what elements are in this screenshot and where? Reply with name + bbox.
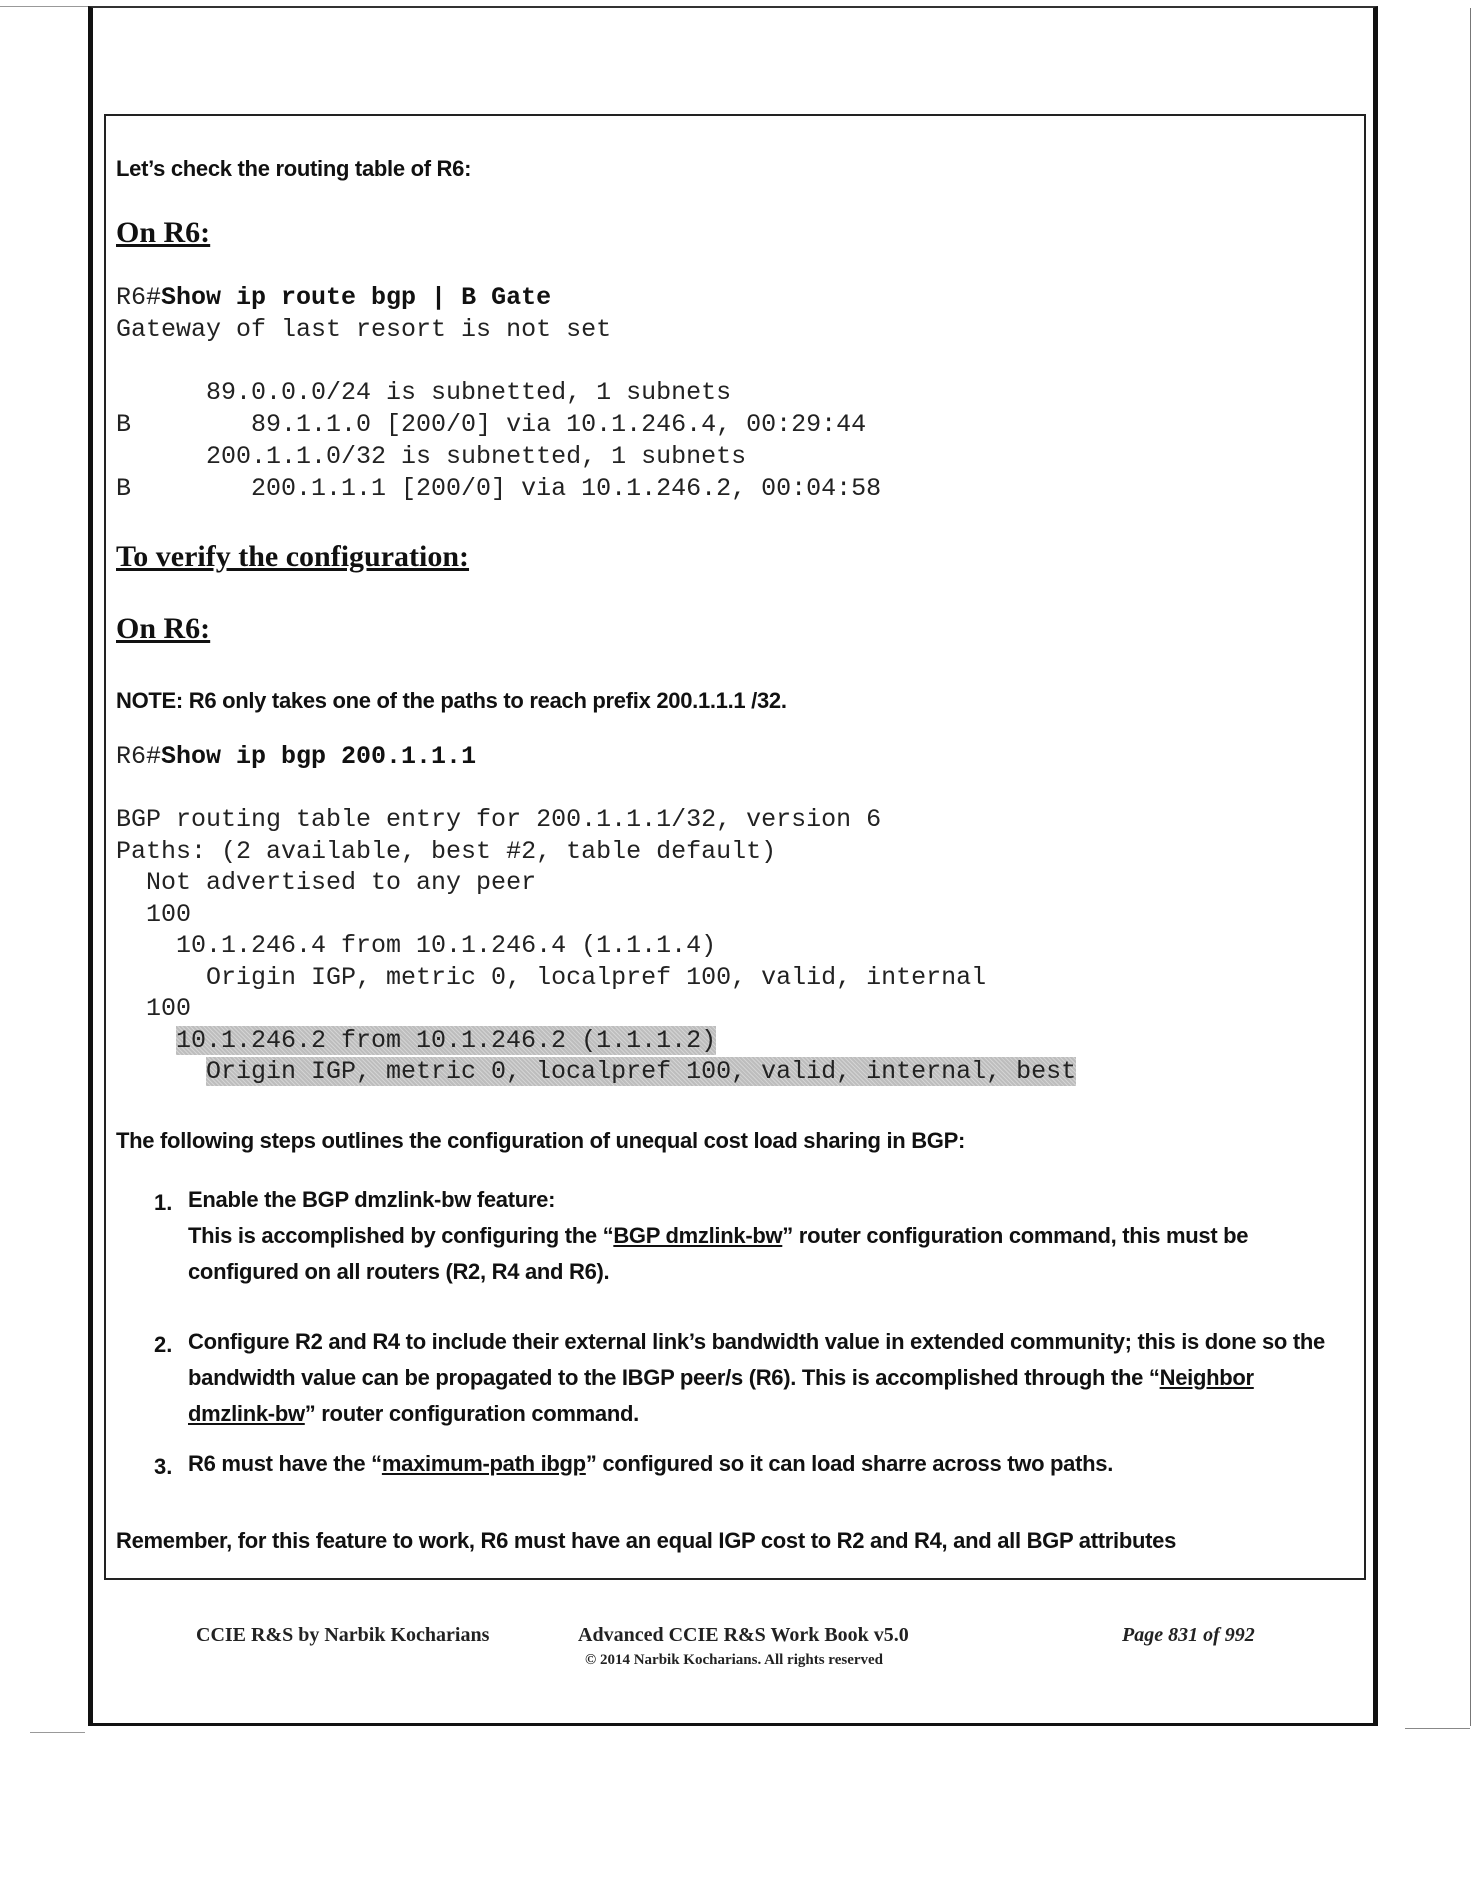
command-link: maximum-path ibgp [381, 1451, 586, 1476]
step-title: Enable the BGP dmzlink-bw feature: [188, 1187, 556, 1212]
cli-output-line: 200.1.1.0/32 is subnetted, 1 subnets [116, 442, 747, 471]
section-heading: On R6: [116, 612, 211, 645]
cli-prompt: R6# [116, 742, 162, 771]
scan-edge-rule [30, 1732, 85, 1733]
step-number: 2. [154, 1332, 173, 1357]
cli-output-line: 100 [116, 994, 192, 1023]
cli-output-line: Origin IGP, metric 0, localpref 100, valid, internal [116, 963, 987, 992]
cli-prompt: R6# [116, 283, 162, 312]
steps-intro: The following steps outlines the configuration of unequal cost load sharing in BGP: [116, 1128, 966, 1153]
footer-page-number: Page 831 of 992 [1122, 1624, 1255, 1646]
command-link: Neighbor dmzlink-bw [188, 1365, 1254, 1426]
content-box [104, 114, 1366, 1580]
section-heading: To verify the configuration: [116, 540, 470, 573]
highlighted-best-path: 10.1.246.2 from 10.1.246.2 (1.1.1.2) [176, 1026, 717, 1055]
scan-edge-rule [0, 6, 88, 7]
cli-command-text: Show ip route bgp | B Gate [161, 283, 552, 312]
step-body: This is accomplished by configuring the “BGP dmzlink-bw” router configuration command, this must be configured on all routers (R2, R4 and R6). [188, 1223, 1249, 1284]
scan-page-edge [1470, 8, 1471, 1726]
highlighted-best-path: Origin IGP, metric 0, localpref 100, valid, internal, best [206, 1057, 1077, 1086]
cli-output-line: Paths: (2 available, best #2, table default) [116, 837, 777, 866]
note-text: NOTE: R6 only takes one of the paths to reach prefix 200.1.1.1 /32. [116, 688, 787, 713]
step-item [188, 1182, 1338, 1290]
remember-text: Remember, for this feature to work, R6 must have an equal IGP cost to R2 and R4, and all BGP attributes [116, 1528, 1177, 1553]
cli-output-line: Gateway of last resort is not set [116, 315, 612, 344]
cli-output-line: B 200.1.1.1 [200/0] via 10.1.246.2, 00:04:58 [116, 474, 882, 503]
footer-author: CCIE R&S by Narbik Kocharians [196, 1624, 490, 1646]
command-link: BGP dmzlink-bw [613, 1223, 783, 1248]
cli-command [116, 742, 476, 771]
cli-command-text: Show ip bgp 200.1.1.1 [161, 742, 477, 771]
footer-book-title: Advanced CCIE R&S Work Book v5.0 [578, 1624, 909, 1646]
footer-copyright: © 2014 Narbik Kocharians. All rights reserved [585, 1652, 884, 1668]
cli-output-line: 100 [116, 900, 192, 929]
step-item: R6 must have the “maximum-path ibgp” configured so it can load sharre across two paths. [188, 1451, 1114, 1476]
step-item: Configure R2 and R4 to include their external link’s bandwidth value in extended community; this is done so the bandwidth value can be propagated to the IBGP peer/s (R6). This is accomplished through the “Neighbor dmzlink-bw” router configuration command. [188, 1329, 1325, 1426]
step-number: 1. [154, 1190, 173, 1215]
cli-output-line: Not advertised to any peer [116, 868, 537, 897]
cli-output-line: 10.1.246.4 from 10.1.246.4 (1.1.1.4) [116, 931, 717, 960]
cli-output-line: 89.0.0.0/24 is subnetted, 1 subnets [116, 378, 732, 407]
step-number: 3. [154, 1454, 173, 1479]
section-heading: On R6: [116, 216, 211, 249]
intro-text: Let’s check the routing table of R6: [116, 156, 472, 181]
cli-output-line: BGP routing table entry for 200.1.1.1/32, version 6 [116, 805, 882, 834]
cli-output-line: B 89.1.1.0 [200/0] via 10.1.246.4, 00:29:44 [116, 410, 867, 439]
scan-edge-rule [1405, 1728, 1470, 1729]
cli-command [116, 283, 551, 312]
